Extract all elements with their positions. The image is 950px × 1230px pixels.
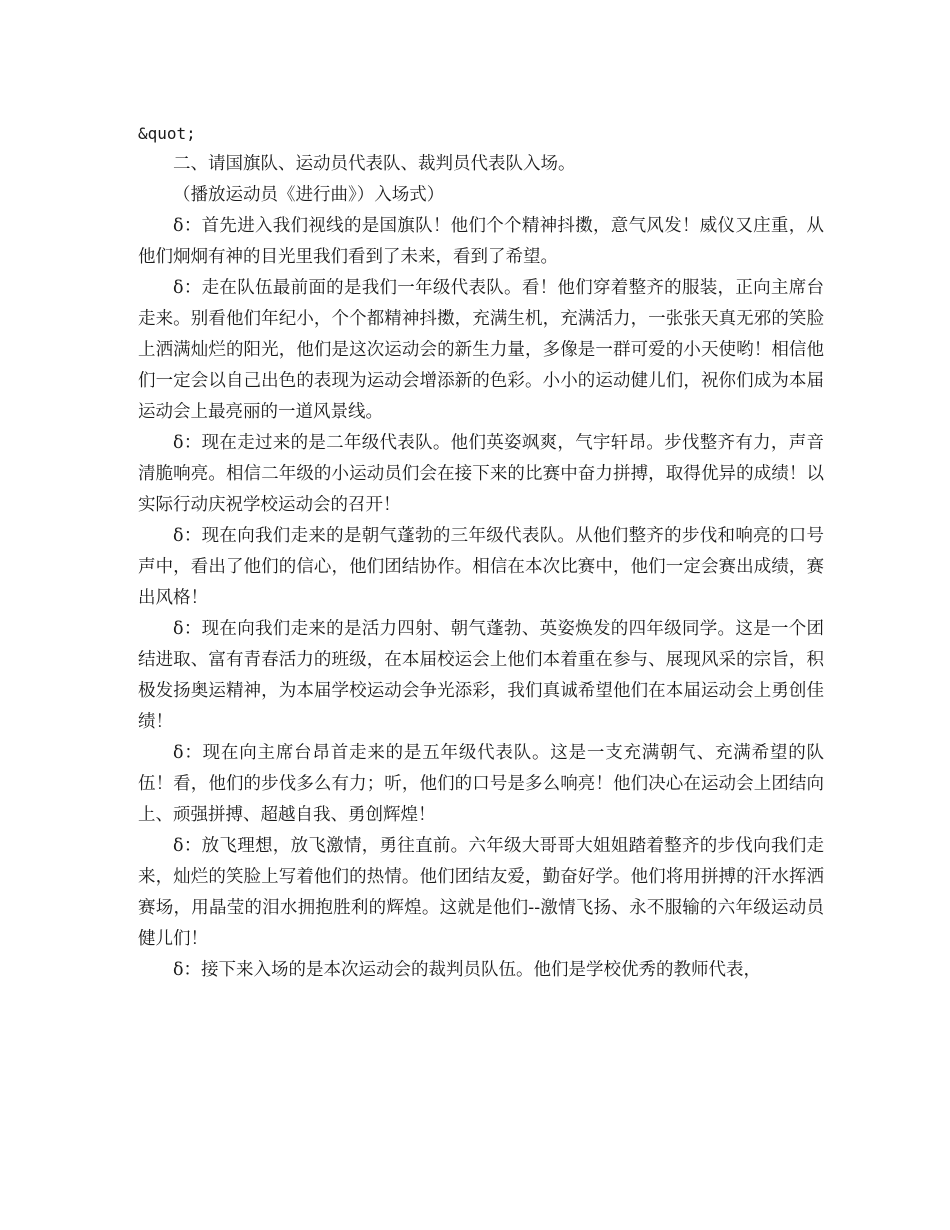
- paragraph-march-note: （播放运动员《进行曲》）入场式）: [173, 185, 445, 205]
- paragraph-referees: δ：接下来入场的是本次运动会的裁判员队伍。他们是学校优秀的教师代表，: [173, 960, 762, 980]
- paragraph-entity-quote: &quot;: [138, 124, 196, 143]
- document-body: [138, 118, 824, 986]
- paragraph-grade-six: δ：放飞理想，放飞激情，勇往直前。六年级大哥哥大姐姐踏着整齐的步伐向我们走来，灿烂的笑脸上写着他们的热情。他们团结友爱，勤奋好学。他们将用拼搏的汗水挥洒赛场，用晶莹的泪水拥抱胜利的辉煌。这就是他们--激情飞扬、永不服输的六年级运动员健儿们！: [138, 836, 824, 949]
- paragraph-grade-one: δ：走在队伍最前面的是我们一年级代表队。看！他们穿着整齐的服装，正向主席台走来。别看他们年纪小，个个都精神抖擞，充满生机，充满活力，一张张天真无邪的笑脸上洒满灿烂的阳光，他们是这次运动会的新生力量，多像是一群可爱的小天使哟！相信他们一定会以自己出色的表现为运动会增添新的色彩。小小的运动健儿们，祝你们成为本届运动会上最亮丽的一道风景线。: [138, 278, 824, 422]
- paragraph-grade-four: δ：现在向我们走来的是活力四射、朝气蓬勃、英姿焕发的四年级同学。这是一个团结进取、富有青春活力的班级，在本届校运会上他们本着重在参与、展现风采的宗旨，积极发扬奥运精神，为本届学校运动会争光添彩，我们真诚希望他们在本届运动会上勇创佳绩！: [138, 619, 824, 732]
- paragraph-entrance-announcement: 二、请国旗队、运动员代表队、裁判员代表队入场。: [173, 154, 576, 174]
- paragraph-grade-five: δ：现在向主席台昂首走来的是五年级代表队。这是一支充满朝气、充满希望的队伍！看，他们的步伐多么有力；听，他们的口号是多么响亮！他们决心在运动会上团结向上、顽强拼搏、超越自我、勇创辉煌！: [138, 743, 824, 825]
- paragraph-grade-two: δ：现在走过来的是二年级代表队。他们英姿飒爽，气宇轩昂。步伐整齐有力，声音清脆响亮。相信二年级的小运动员们会在接下来的比赛中奋力拼搏，取得优异的成绩！以实际行动庆祝学校运动会的召开！: [138, 433, 824, 515]
- paragraph-flag-team: δ：首先进入我们视线的是国旗队！他们个个精神抖擞，意气风发！威仪又庄重，从他们炯炯有神的目光里我们看到了未来，看到了希望。: [138, 216, 824, 267]
- paragraph-grade-three: δ：现在向我们走来的是朝气蓬勃的三年级代表队。从他们整齐的步伐和响亮的口号声中，看出了他们的信心，他们团结协作。相信在本次比赛中，他们一定会赛出成绩，赛出风格！: [138, 526, 824, 608]
